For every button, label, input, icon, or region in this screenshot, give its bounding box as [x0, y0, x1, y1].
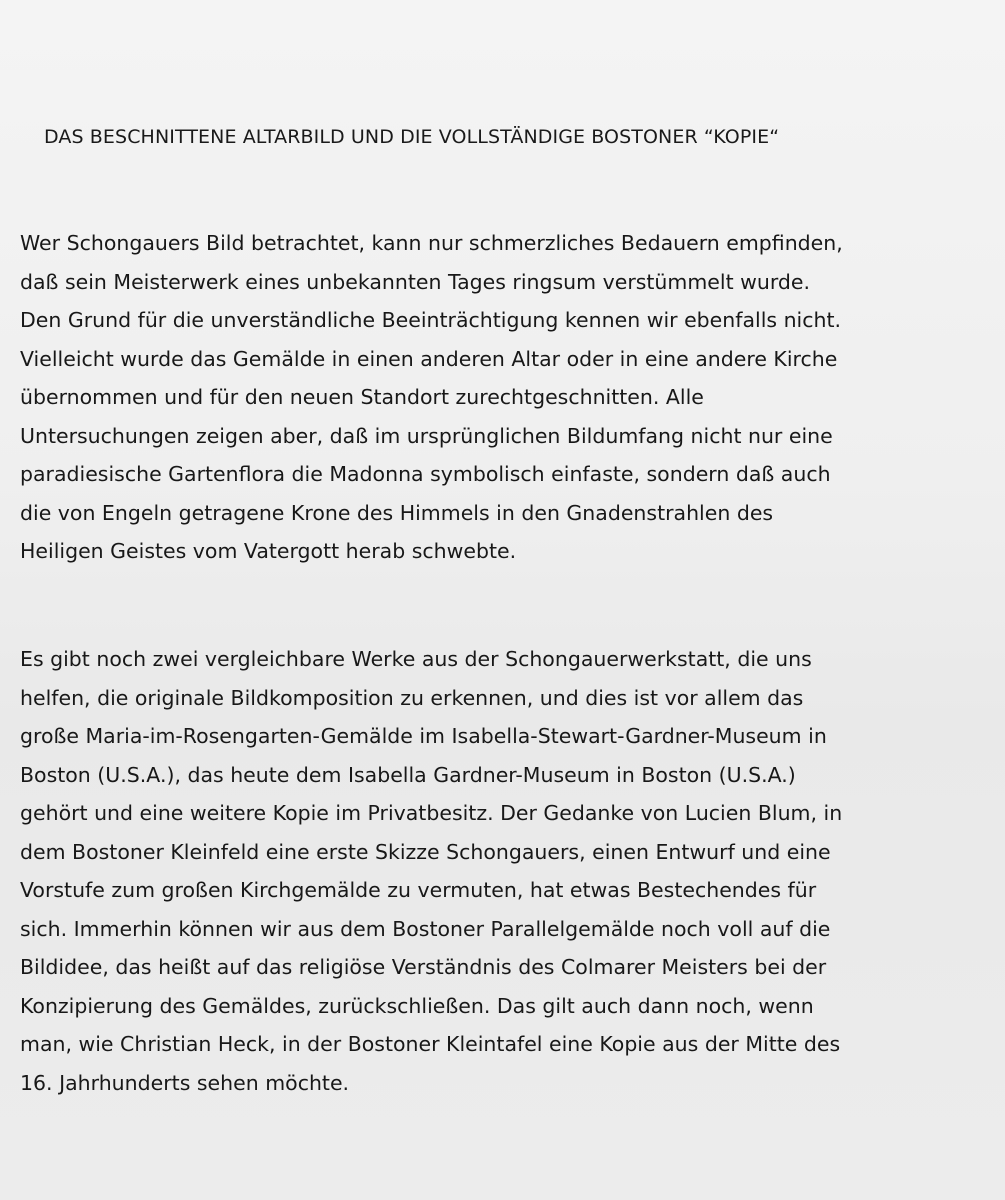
text-line: dem Bostoner Kleinfeld eine erste Skizze Schongauers, einen Entwurf und eine: [20, 839, 831, 864]
text-line: Boston (U.S.A.), das heute dem Isabella Gardner-Museum in Boston (U.S.A.): [20, 762, 796, 787]
text-line: Heiligen Geistes vom Vatergott herab schwebte.: [20, 539, 517, 563]
paragraph-2: [20, 640, 1000, 1102]
paragraph-1: [20, 224, 1000, 571]
text-line: sich. Immerhin können wir aus dem Bostoner Parallelgemälde noch voll auf die: [20, 916, 831, 941]
text-line: die von Engeln getragene Krone des Himmels in den Gnadenstrahlen des: [20, 500, 774, 525]
text-line: große Maria-im-Rosengarten-Gemälde im Isabella-Stewart-Gardner-Museum in: [20, 724, 827, 748]
text-line: übernommen und für den neuen Standort zurechtgeschnitten. Alle: [20, 385, 704, 409]
text-line: man, wie Christian Heck, in der Bostoner Kleintafel eine Kopie aus der Mitte des: [20, 1032, 841, 1056]
text-line: Vielleicht wurde das Gemälde in einen anderen Altar oder in eine andere Kirche: [20, 346, 838, 371]
text-line: Den Grund für die unverständliche Beeinträchtigung kennen wir ebenfalls nicht.: [20, 308, 842, 332]
document-title: DAS BESCHNITTENE ALTARBILD UND DIE VOLLSTÄNDIGE BOSTONER “KOPIE“: [44, 126, 780, 148]
text-line: 16. Jahrhunderts sehen möchte.: [20, 1070, 350, 1095]
text-line: paradiesische Gartenflora die Madonna symbolisch einfaste, sondern daß auch: [20, 462, 831, 486]
text-line: Untersuchungen zeigen aber, daß im ursprünglichen Bildumfang nicht nur eine: [20, 423, 833, 448]
text-line: Vorstufe zum großen Kirchgemälde zu vermuten, hat etwas Bestechendes für: [20, 878, 817, 902]
text-line: Es gibt noch zwei vergleichbare Werke aus der Schongauerwerkstatt, die uns: [20, 647, 812, 671]
text-line: Konzipierung des Gemäldes, zurückschließen. Das gilt auch dann noch, wenn: [20, 993, 814, 1018]
text-line: gehört und eine weitere Kopie im Privatbesitz. Der Gedanke von Lucien Blum, in: [20, 801, 843, 825]
text-line: Wer Schongauers Bild betrachtet, kann nur schmerzliches Bedauern empfinden,: [20, 231, 843, 255]
text-line: helfen, die originale Bildkomposition zu erkennen, und dies ist vor allem das: [20, 685, 804, 710]
text-line: daß sein Meisterwerk eines unbekannten Tages ringsum verstümmelt wurde.: [20, 269, 811, 294]
text-line: Bildidee, das heißt auf das religiöse Verständnis des Colmarer Meisters bei der: [20, 955, 827, 979]
